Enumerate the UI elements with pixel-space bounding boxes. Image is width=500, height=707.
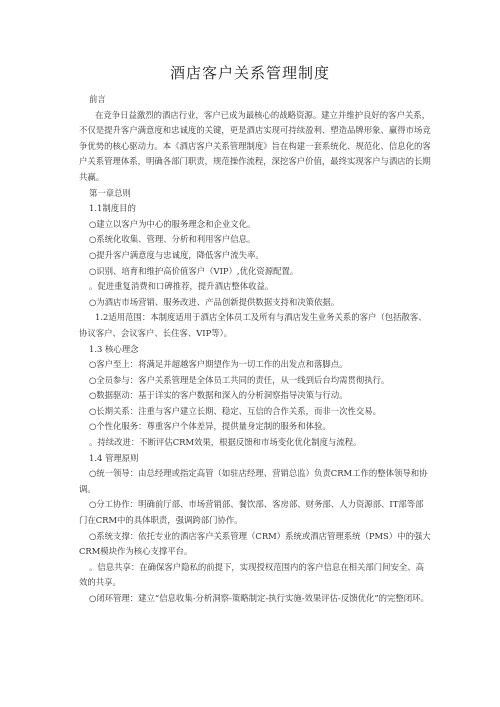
list-item: ○建立以客户为中心的服务理念和企业文化。 [89, 218, 256, 229]
list-item: ○个性化服务：尊重客户个体差异，提供量身定制的服务和体验。 [89, 421, 331, 432]
chapter-1-heading: 第一章总则 [89, 187, 131, 198]
list-item: ○提升客户满意度与忠诚度，降低客户流失率。 [89, 249, 264, 260]
list-item: 。促进重复消费和口碑推荐，提升酒店整体收益。 [89, 281, 274, 292]
list-item: ○识别、培育和维护高价值客户（VIP）,优化资源配置。 [89, 265, 299, 276]
list-item: ○系统化收集、管理、分析和利用客户信息。 [89, 234, 256, 245]
list-item: ○全员参与：客户关系管理是全体员工共同的责任，从一线到后台均需贯彻执行。 [89, 374, 390, 385]
list-item: 。信息共享：在确保客户隐私的前提下，实现授权范围内的客户信息在相关部门间安全、高效的共享。 [79, 561, 424, 588]
list-item: ○系统支撑：依托专业的酒店客户关系管理（CRM）系统或酒店管理系统（PMS）中的强大CRM模块作为核心支撑平台。 [79, 530, 431, 557]
section-1-4-heading: 1.4 管理原则 [89, 452, 139, 463]
list-item: ○为酒店市场营销、服务改进、产品创新提供数据支持和决策依据。 [89, 296, 340, 307]
document-body [79, 92, 431, 607]
preface-paragraph: 在竞争日益激烈的酒店行业，客户已成为最核心的战略资源。建立并维护良好的客户关系，不仅是提升客户满意度和忠诚度的关键，更是酒店实现可持续盈利、塑造品牌形象、赢得市场竞争优势的核心驱动力。本《酒店客户关系管理制度》旨在构建一套系统化、规范化、信息化的客户关系管理体系，明确各部门职责，规范操作流程，深挖客户价值，最终实现客户与酒店的长期共赢。 [79, 109, 431, 182]
list-item: ○数据驱动：基于详实的客户数据和深入的分析洞察指导决策与行动。 [89, 390, 348, 401]
list-item: ○统一领导：由总经理或指定高管（如驻店经理、营销总监）负责CRM工作的整体领导和协调。 [79, 468, 428, 494]
list-item: ○分工协作：明确前厅部、市场营销部、餐饮部、客房部、财务部、人力资源部、IT部等部门在CRM中的具体职责，强调跨部门协作。 [79, 499, 424, 526]
list-item: ○闭环管理：建立“信息收集-分析洞察-策略制定-执行实施-效果评估-反馈优化”的完整闭环。 [89, 593, 429, 603]
section-1-2-paragraph: 1.2适用范围：本制度适用于酒店全体员工及所有与酒店发生业务关系的客户（包括散客、协议客户、会议客户、长住客、VIP等）。 [79, 312, 427, 338]
preface-heading: 前言 [89, 94, 106, 104]
section-1-1-heading: 1.1制度目的 [89, 203, 136, 214]
list-item: 。持续改进：不断评估CRM效果，根据反馈和市场变化优化制度与流程。 [89, 437, 362, 448]
list-item: ○客户至上：将满足并超越客户期望作为一切工作的出发点和落脚点。 [89, 359, 348, 370]
document-title: 酒店客户关系管理制度 [169, 64, 330, 82]
section-1-3-heading: 1.3 核心理念 [89, 343, 139, 354]
list-item: ○长期关系：注重与客户建立长期、稳定、互信的合作关系，而非一次性交易。 [89, 405, 382, 416]
